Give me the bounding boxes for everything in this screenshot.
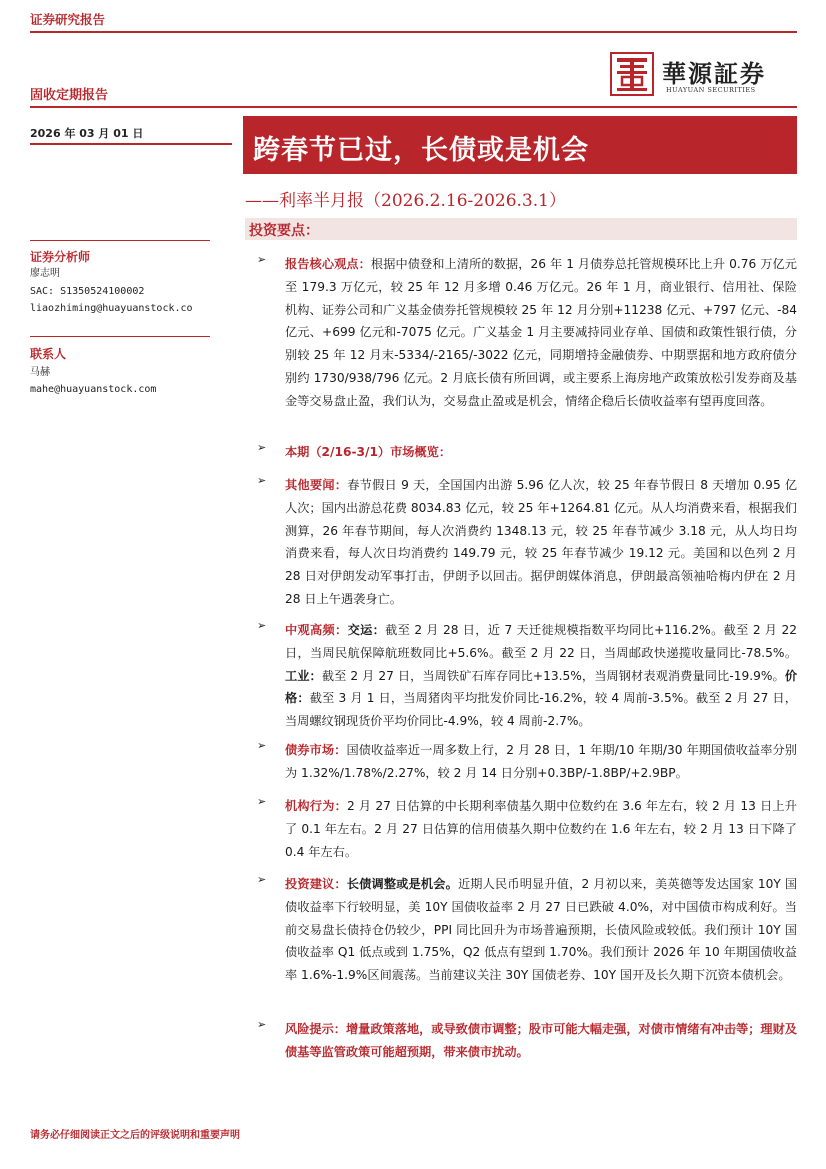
point-bond-market xyxy=(257,739,797,785)
point-text: 2 月 27 日估算的中长期利率债基久期中位数约在 3.6 年左右，较 2 月 13 日上升了 0.1 年左右。2 月 27 日估算的信用债基久期中位数约在 1.6 年左右，较 2 月 13 日下降了 0.4 年左右。 xyxy=(285,799,797,859)
point-other-news xyxy=(257,474,797,611)
point-label: 风险提示： xyxy=(285,1022,346,1036)
analyst-name: 廖志明 xyxy=(30,268,60,279)
report-type: 固收定期报告 xyxy=(30,88,109,103)
huayuan-seal-icon xyxy=(610,52,654,96)
point-label: 报告核心观点： xyxy=(285,257,371,271)
point-text: 截至 3 月 1 日，当周猪肉平均批发价同比-16.2%，较 4 周前-3.5%。截至 2 月 27 日，当周螺纹钢现货价平均价同比-4.9%，较 4 周前-2.7%。 xyxy=(285,691,797,729)
point-label: 中观高频： xyxy=(285,623,348,637)
section-heading xyxy=(245,218,797,240)
point-label: 机构行为： xyxy=(285,799,348,813)
point-text: 国债收益率近一周多数上行，2 月 28 日，1 年期/10 年期/30 年期国债收益率分别为 1.32%/1.78%/2.27%，较 2 月 14 日分别+0.3BP/-1.8BP/+2.9BP。 xyxy=(285,743,797,780)
point-label: 债券市场： xyxy=(285,743,347,757)
point-text: 增量政策落地，或导致债市调整；股市可能大幅走强，对债市情绪有冲击等；理财及债基等监管政策可能超预期，带来债市扰动。 xyxy=(285,1022,797,1059)
brand-logo xyxy=(610,52,795,98)
point-bold-text: 长债调整或是机会。 xyxy=(346,877,458,891)
date-rule xyxy=(30,143,232,145)
point-meso-frequency xyxy=(257,619,797,733)
report-date: 2026 年 03 月 01 日 xyxy=(30,127,144,140)
bullet-arrow-icon: ➢ xyxy=(257,441,267,454)
point-sublabel: 交运： xyxy=(347,623,386,637)
logo-text-cn: 華源証券 xyxy=(662,59,766,88)
point-text: 截至 2 月 27 日，当周铁矿石库存同比+13.5%，当周钢材表观消费量同比-19.9%。 xyxy=(321,668,785,683)
analyst-sac: SAC: S1350524100002 xyxy=(30,286,145,297)
point-institution-behavior xyxy=(257,795,797,863)
point-text: 根据中债登和上清所的数据，26 年 1 月债券总托管规模环比上升 0.76 万亿元至 179.3 万亿元，较 25 年 12 月多增 0.46 万亿元。26 年 1 月，商业银行、信用社、保险机构、证券公司和广义基金债券托管规模较 25 年 12 月分别+11238 亿元、+797 亿元、-84 亿元、+699 亿元和-7075 亿元。广义基金 1 月主要减持同业存单、国债和政策性银行债，分别较 25 年 12 月末-5334/-2165/-3022 亿元，同期增持金融债券、中期票据和地方政府债分别约 1730/938/796 亿元。2 月底长债有所回调，或主要系上海房地产政策放松引发券商及基金等交易盘止盈，我们认为，交易盘止盈或是机会，情绪企稳后长债收益率有望再度回落。 xyxy=(285,257,797,408)
page-subtitle: ——利率半月报（2026.2.16-2026.3.1） xyxy=(245,191,566,211)
contact-email[interactable]: mahe@huayuanstock.com xyxy=(30,384,157,395)
point-sublabel: 工业： xyxy=(285,668,322,683)
logo-text-en: HUAYUAN SECURITIES xyxy=(666,86,756,94)
footer-disclaimer: 请务必仔细阅读正文之后的评级说明和重要声明 xyxy=(30,1130,240,1141)
point-text: 近期人民币明显升值，2 月初以来，美英德等发达国家 10Y 国债收益率下行较明显，美 10Y 国债收益率 2 月 27 日已跌破 4.0%，对中国债市构成利好。当前交易盘长债持仓仍较少，PPI 同比回升为市场普遍预期，长债风险或较低。我们预计 10Y 国债收益率 Q1 低点或到 1.75%，Q2 低点有望到 1.70%。我们预计 2026 年 10 年期国债收益率 1.6%-1.9%区间震荡。当前建议关注 30Y 国债老券、10Y 国开及长久期下沉资本债机会。 xyxy=(285,877,798,983)
bullet-arrow-icon: ➢ xyxy=(257,619,267,632)
page-title: 跨春节已过，长债或是机会 xyxy=(253,135,589,166)
analyst-email[interactable]: liaozhiming@huayuanstock.co xyxy=(30,303,193,314)
point-label: 投资建议： xyxy=(285,877,347,891)
bullet-arrow-icon: ➢ xyxy=(257,739,267,752)
bullet-arrow-icon: ➢ xyxy=(257,253,267,266)
sidebar-mid-rule xyxy=(30,336,210,337)
bullet-arrow-icon: ➢ xyxy=(257,873,267,886)
point-risk-warning xyxy=(257,1018,797,1064)
contact-heading: 联系人 xyxy=(30,347,67,361)
point-label: 其他要闻： xyxy=(285,478,348,492)
point-label: 本期（2/16-3/1）市场概览： xyxy=(285,445,452,459)
point-investment-advice xyxy=(257,873,797,987)
analyst-heading: 证券分析师 xyxy=(30,250,91,264)
report-category: 证券研究报告 xyxy=(30,12,106,27)
section-heading-label: 投资要点： xyxy=(249,223,319,239)
contact-name: 马赫 xyxy=(30,367,50,378)
point-core-view xyxy=(257,253,797,413)
point-market-overview xyxy=(257,441,797,464)
point-sublabel: 价格： xyxy=(285,668,797,706)
header-rule xyxy=(30,106,797,108)
title-banner xyxy=(243,116,797,174)
bullet-arrow-icon: ➢ xyxy=(257,474,267,487)
bullet-arrow-icon: ➢ xyxy=(257,1018,267,1031)
bullet-arrow-icon: ➢ xyxy=(257,795,267,808)
point-text: 春节假日 9 天，全国国内出游 5.96 亿人次，较 25 年春节假日 8 天增加 0.95 亿人次；国内出游总花费 8034.83 亿元，较 25 年+1264.81 亿元。从人均消费来看，根据我们测算，26 年春节期间，每人次消费约 1348.13 元，较 25 年春节减少 3.18 元，从人均日均消费来看，每人次日均消费约 149.79 元，较 25 年春节减少 19.12 元。美国和以色列 2 月 28 日对伊朗发动军事打击，伊朗予以回击。据伊朗媒体消息，伊朗最高领袖哈梅内伊在 2 月 28 日上午遇袭身亡。 xyxy=(285,478,798,606)
point-text: 截至 2 月 28 日，近 7 天迁徙规模指数平均同比+116.2%。截至 2 月 22 日，当周民航保障航班数同比+5.6%。截至 2 月 22 日，当周邮政快递揽收量同比-78.5%。 xyxy=(285,623,798,660)
sidebar-top-rule xyxy=(30,240,210,241)
top-rule xyxy=(30,31,797,33)
